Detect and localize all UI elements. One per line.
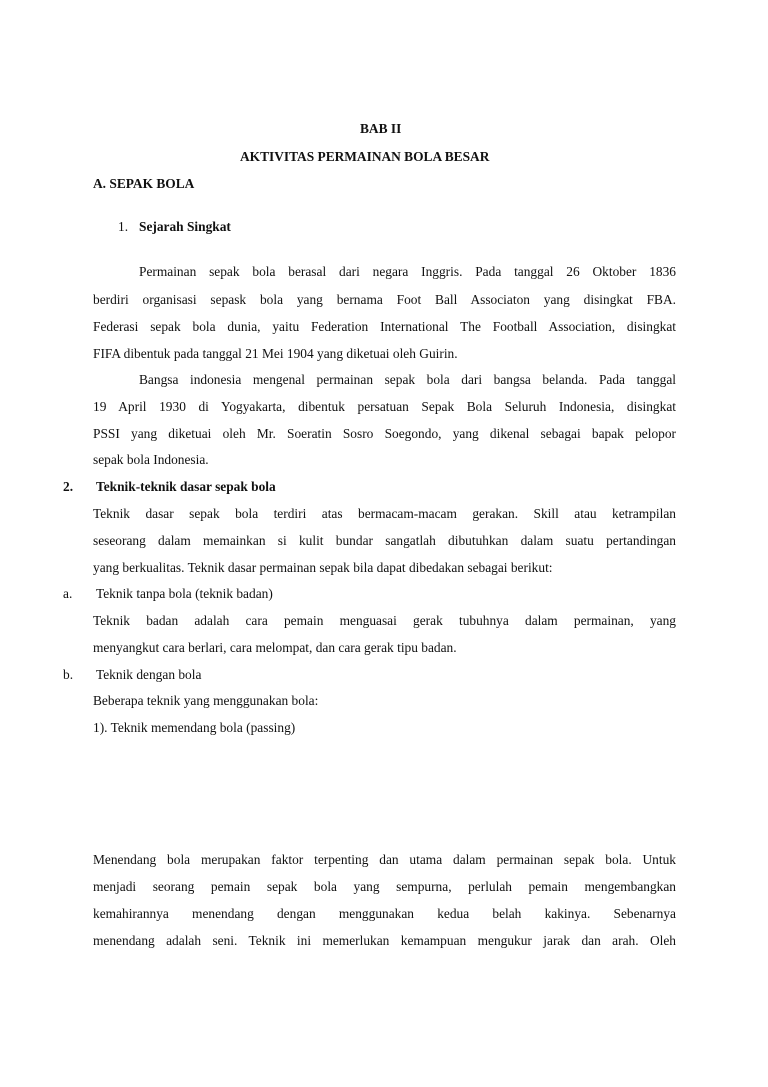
- paragraph-line: yang berkualitas. Teknik dasar permainan sepak bila dapat dibedakan sebagai berikut:: [93, 560, 553, 575]
- paragraph-line: kemahirannya menendang dengan menggunakan kedua belah kakinya. Sebenarnya: [93, 906, 676, 921]
- paragraph-line: sepak bola Indonesia.: [93, 452, 209, 467]
- paragraph-line: menendang adalah seni. Teknik ini memerlukan kemampuan mengukur jarak dan arah. Oleh: [93, 933, 676, 948]
- paragraph-line: FIFA dibentuk pada tanggal 21 Mei 1904 yang diketuai oleh Guirin.: [93, 346, 458, 361]
- paragraph-line: Menendang bola merupakan faktor terpenting dan utama dalam permainan sepak bola. Untuk: [93, 852, 676, 867]
- paragraph-line: Teknik dasar sepak bola terdiri atas bermacam-macam gerakan. Skill atau ketrampilan: [93, 506, 676, 521]
- paragraph-line: Teknik badan adalah cara pemain menguasai gerak tubuhnya dalam permainan, yang: [93, 613, 676, 628]
- list-marker: a.: [63, 586, 73, 601]
- chapter-label: BAB II: [360, 121, 402, 136]
- paragraph-line: Bangsa indonesia mengenal permainan sepak bola dari bangsa belanda. Pada tanggal: [139, 372, 676, 387]
- section-number: 2.: [63, 479, 74, 494]
- paragraph-line: 19 April 1930 di Yogyakarta, dibentuk persatuan Sepak Bola Seluruh Indonesia, disingkat: [93, 399, 676, 414]
- paragraph-line: menjadi seorang pemain sepak bola yang sempurna, perlulah pemain mengembangkan: [93, 879, 676, 894]
- paragraph-line: Federasi sepak bola dunia, yaitu Federation International The Football Association, disingkat: [93, 319, 676, 334]
- section-heading-teknik: Teknik-teknik dasar sepak bola: [96, 479, 276, 494]
- paragraph-line: PSSI yang diketuai oleh Mr. Soeratin Sosro Soegondo, yang dikenal sebagai bapak pelopor: [93, 426, 676, 441]
- paragraph-line: Permainan sepak bola berasal dari negara Inggris. Pada tanggal 26 Oktober 1836: [139, 264, 676, 279]
- paragraph-line: Beberapa teknik yang menggunakan bola:: [93, 693, 319, 708]
- paragraph-line: berdiri organisasi sepask bola yang bernama Foot Ball Associaton yang disingkat FBA.: [93, 292, 676, 307]
- list-item-title: Teknik dengan bola: [96, 667, 202, 682]
- paragraph-line: 1). Teknik memendang bola (passing): [93, 720, 296, 735]
- section-heading-sepak-bola: A. SEPAK BOLA: [93, 176, 195, 191]
- paragraph-line: seseorang dalam memainkan si kulit bundar sangatlah dibutuhkan dalam suatu pertandingan: [93, 533, 676, 548]
- list-item-title: Teknik tanpa bola (teknik badan): [96, 586, 273, 601]
- list-marker: b.: [63, 667, 74, 682]
- subsection-title-sejarah: Sejarah Singkat: [139, 219, 231, 234]
- chapter-title: AKTIVITAS PERMAINAN BOLA BESAR: [240, 149, 490, 164]
- subsection-number: 1.: [118, 219, 129, 234]
- paragraph-line: menyangkut cara berlari, cara melompat, dan cara gerak tipu badan.: [93, 640, 457, 655]
